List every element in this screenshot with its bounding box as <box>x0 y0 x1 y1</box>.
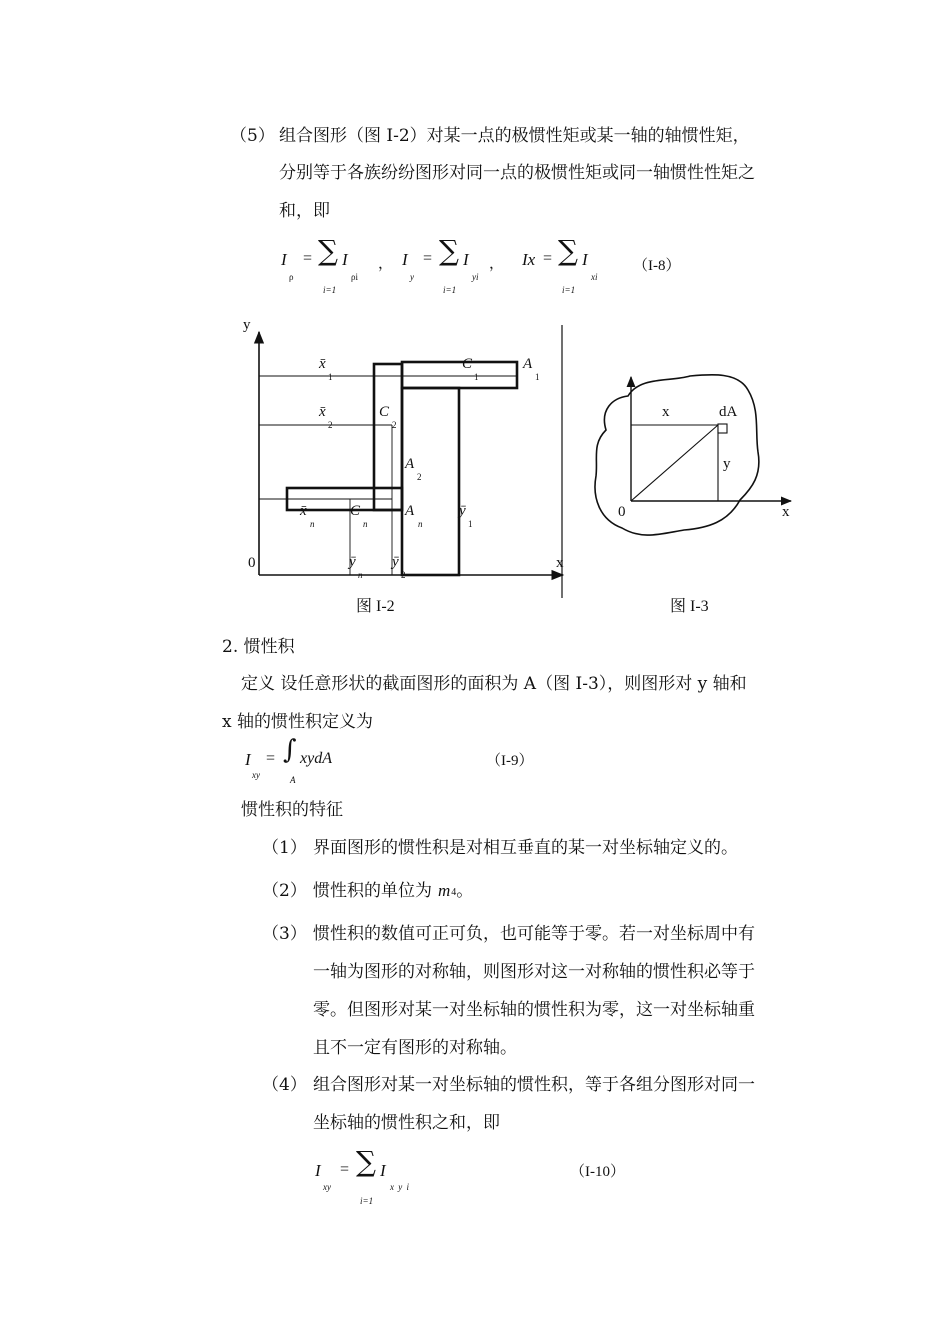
feature-2-tail: 。 <box>456 881 474 901</box>
eq8-lower-2: i=1 <box>443 285 457 295</box>
fig3-x-axis-label: x <box>782 504 790 520</box>
figure-i3 <box>595 375 791 615</box>
fig2-xbar-n-sub: n <box>310 519 315 529</box>
fig2-a2: A <box>405 456 415 472</box>
eq8-term2-rhs-sub: yi <box>472 272 479 282</box>
eq10-equals: = <box>340 1161 350 1178</box>
feature-2-line1 <box>313 876 473 901</box>
fig2-xbar-2: x̄ <box>319 404 326 420</box>
eq8-lower-3: i=1 <box>562 285 576 295</box>
fig3-origin: 0 <box>618 504 626 520</box>
item5-line2: 分别等于各族纷纷图形对同一点的极惯性矩或同一轴惯性性矩之 <box>279 163 755 183</box>
feature-2-unit-exponent: 4 <box>451 887 457 898</box>
eq9-lower: A <box>290 775 296 785</box>
fig3-y-side-label: y <box>723 456 731 472</box>
fig3-x-top-label: x <box>662 404 670 420</box>
feature-3-line3: 零。但图形对某一对坐标轴的惯性积为零，这一对坐标轴重 <box>313 1000 755 1020</box>
feature-1-number: （1） <box>262 838 307 858</box>
feature-3-number: （3） <box>262 924 307 944</box>
eq8-term3-rhs-sub: xi <box>591 272 598 282</box>
eq8-equals-1: = <box>303 250 313 267</box>
eq9-equals: = <box>266 750 276 767</box>
feature-3-line4: 且不一定有图形的对称轴。 <box>313 1038 517 1058</box>
fig2-ybar-n: ȳ <box>349 554 356 570</box>
feature-2-number: （2） <box>262 881 307 901</box>
feature-4-number: （4） <box>262 1075 307 1095</box>
fig2-an-sub: n <box>418 519 423 529</box>
eq9-integrand: xydA <box>300 750 332 767</box>
feature-2-unit: m <box>438 881 451 900</box>
fig2-y-label: y <box>243 317 251 333</box>
fig2-ybar-2-sub: 2 <box>401 570 406 580</box>
eq8-equals-3: = <box>543 250 553 267</box>
eq9-lhs: I <box>245 750 251 769</box>
figure-i2 <box>0 0 950 640</box>
feature-3-line1: 惯性积的数值可正可负，也可能等于零。若一对坐标周中有 <box>313 924 755 944</box>
fig2-c2: C <box>379 404 390 420</box>
eq8-term3-rhs: I <box>582 250 588 269</box>
eq8-sigma-3: ∑ <box>558 234 578 267</box>
fig2-composite-shape <box>287 362 517 575</box>
item5-line1: 组合图形（图 I-2）对某一点的极惯性矩或某一轴的轴惯性矩， <box>279 126 750 146</box>
fig2-xbar-1-sub: 1 <box>328 372 333 382</box>
eq8-term2-lhs-sub: y <box>410 272 414 282</box>
fig2-x-label: x <box>556 555 564 571</box>
section2-heading: 2. 惯性积 <box>222 637 295 657</box>
fig2-a2-sub: 2 <box>417 472 422 482</box>
eq10-rhs-sub: x y i <box>390 1182 409 1192</box>
eq9-number: （I-9） <box>486 753 534 769</box>
eq8-term2-rhs: I <box>463 250 469 269</box>
eq8-sigma-2: ∑ <box>439 234 459 267</box>
fig2-a1-sub: 1 <box>535 372 540 382</box>
feature-4-line1: 组合图形对某一对坐标轴的惯性积，等于各组分图形对同一 <box>313 1075 755 1095</box>
fig2-ybar-1: ȳ <box>459 503 466 519</box>
fig3-caption: 图 I-3 <box>670 598 709 615</box>
eq8-number: （I-8） <box>633 258 681 274</box>
fig3-diagonal <box>631 425 718 501</box>
fig2-c2-sub: 2 <box>392 420 397 430</box>
fig2-a1: A <box>523 356 533 372</box>
fig2-xbar-1: x̄ <box>319 356 326 372</box>
fig2-xbar-2-sub: 2 <box>328 420 333 430</box>
eq10-sigma: ∑ <box>356 1145 376 1178</box>
eq8-term1-lhs: I <box>281 250 287 269</box>
eq8-term3-lhs: Ix <box>522 250 536 269</box>
eq10-rhs: I <box>380 1161 386 1180</box>
definition-line1: 定义 设任意形状的截面图形的面积为 A（图 I-3），则图形对 y 轴和 <box>241 674 747 694</box>
eq10-number: （I-10） <box>570 1164 625 1180</box>
eq8-lower-1: i=1 <box>323 285 337 295</box>
fig2-ybar-1-sub: 1 <box>468 519 473 529</box>
eq8-comma-2: ， <box>489 256 505 272</box>
fig2-ybar-2: ȳ <box>392 554 399 570</box>
feature-2-text: 惯性积的单位为 <box>313 881 432 901</box>
eq10-lhs-sub: xy <box>323 1182 331 1192</box>
features-title: 惯性积的特征 <box>241 800 343 820</box>
fig2-an: A <box>405 503 415 519</box>
item5-line3: 和，即 <box>279 201 330 221</box>
eq8-term1-lhs-sub: ρ <box>289 272 294 282</box>
fig2-cn-sub: n <box>363 519 368 529</box>
fig2-cn: C <box>350 503 361 519</box>
fig2-xbar-n: x̄ <box>300 503 307 519</box>
eq8-term1-rhs: I <box>342 250 348 269</box>
fig2-caption: 图 I-2 <box>356 598 395 615</box>
feature-4-line2: 坐标轴的惯性积之和，即 <box>313 1113 500 1133</box>
eq8-equals-2: = <box>423 250 433 267</box>
fig2-c1: C <box>462 356 473 372</box>
item5-number: （5） <box>230 126 275 146</box>
fig3-dA-label: dA <box>719 404 738 420</box>
eq8-term2-lhs: I <box>402 250 408 269</box>
fig2-c1-sub: 1 <box>474 372 479 382</box>
eq10-lower: i=1 <box>360 1196 374 1206</box>
definition-line2: x 轴的惯性积定义为 <box>222 712 373 732</box>
eq8-term1-rhs-sub: ρi <box>351 272 358 282</box>
feature-3-line2: 一轴为图形的对称轴，则图形对这一对称轴的惯性积必等于 <box>313 962 755 982</box>
feature-1-line1: 界面图形的惯性积是对相互垂直的某一对坐标轴定义的。 <box>313 838 738 858</box>
fig3-element-dA <box>718 424 727 433</box>
eq8-comma-1: ， <box>378 256 394 272</box>
eq8-sigma-1: ∑ <box>318 234 338 267</box>
eq9-integral: ∫ <box>283 735 297 765</box>
eq10-lhs: I <box>315 1161 321 1180</box>
eq9-lhs-sub: xy <box>252 770 260 780</box>
fig2-ybar-n-sub: n <box>358 570 363 580</box>
fig2-origin: 0 <box>248 555 256 571</box>
